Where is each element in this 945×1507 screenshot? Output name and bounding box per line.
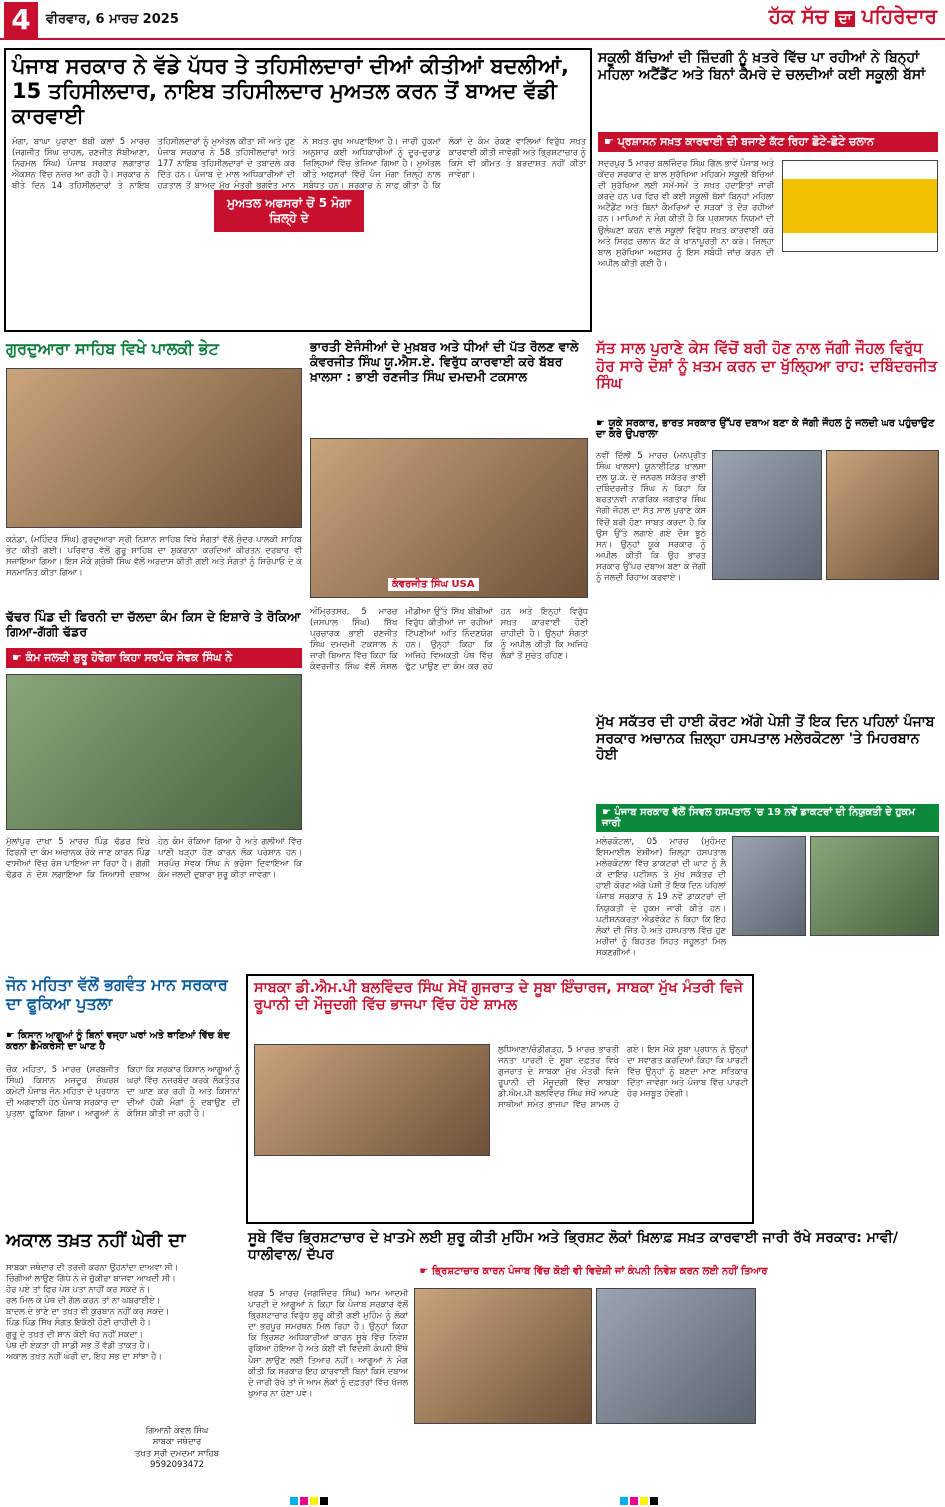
body-dhaddar: ਮੁੱਲਾਂਪੁਰ ਦਾਖਾ 5 ਮਾਰਚ ਪਿੰਡ ਢੱਡਰ ਵਿਖੇ ਫਿਰਨੀ ਦਾ ਕੰਮ ਅਚਾਨਕ ਰੋਕੇ ਜਾਣ ਕਾਰਨ ਪਿੰਡ ਵਾਸੀਆਂ ਵਿੱਚ ਰੋਸ ਪਾਇਆ ਜਾ ਰਿਹਾ ਹੈ। ਗੱਗੀ ਢੱਡਰ ਨੇ ਦੋਸ਼ ਲਗਾਇਆ ਕਿ ਸਿਆਸੀ ਦਬਾਅ ਹੇਠ ਕੰਮ ਰੋਕਿਆ ਗਿਆ ਹੈ ਅਤੇ ਗਲੀਆਂ ਵਿੱਚ ਪਾਣੀ ਖੜ੍ਹਾ ਹੋਣ ਕਾਰਨ ਲੋਕ ਪਰੇਸ਼ਾਨ ਹਨ। ਸਰਪੰਚ ਸੇਵਕ ਸਿੰਘ ਨੇ ਭਰੋਸਾ ਦਿਵਾਇਆ ਕਿ ਕੰਮ ਜਲਦੀ ਦੁਬਾਰਾ ਸ਼ੁਰੂ ਕੀਤਾ ਜਾਵੇਗਾ।	[6, 836, 302, 880]
subhead-dhaddar: ☛ ਕੰਮ ਜਲਦੀ ਸ਼ੁਰੂ ਹੋਵੇਗਾ ਕਿਹਾ ਸਰਪੰਚ ਸੇਵਕ ਸਿੰਘ ਨੇ	[6, 648, 302, 668]
article-akal-takht	[4, 1228, 242, 1492]
akal-takht-byline	[114, 1426, 240, 1472]
subhead-malerkotla: ☛ ਪੰਜਾਬ ਸਰਕਾਰ ਵੱਲੋਂ ਸਿਵਲ ਹਸਪਤਾਲ 'ਚ 19 ਨਵੇਂ ਡਾਕਟਰਾਂ ਦੀ ਨਿਯੁਕਤੀ ਦੇ ਹੁਕਮ ਜਾਰੀ	[596, 804, 939, 832]
article-tehsildar	[4, 48, 592, 332]
paper-name-left: ਹੱਕ ਸੱਚ	[768, 4, 829, 28]
subhead-corruption: ☛ ਭ੍ਰਿਸ਼ਟਾਚਾਰ ਕਾਰਨ ਪੰਜਾਬ ਵਿੱਚ ਕੋਈ ਵੀ ਵਿਦੇਸ਼ੀ ਜਾਂ ਕੰਪਨੀ ਨਿਵੇਸ਼ ਕਰਨ ਲਈ ਨਹੀਂ ਤਿਆਰ	[419, 1266, 768, 1277]
gurdwara-photo	[6, 368, 302, 528]
reg-mark-black-2	[650, 1497, 658, 1505]
reg-mark-yellow	[310, 1497, 318, 1505]
headline-kanwarjit: ਭਾਰਤੀ ਏਜੰਸੀਆਂ ਦੇ ਮੁਖ਼ਬਰ ਅਤੇ ਧੀਆਂ ਦੀ ਪੱਤ ਰੋਲਣ ਵਾਲੇ ਕੰਵਰਜੀਤ ਸਿੰਘ ਯੂ.ਐਸ.ਏ. ਵਿਰੁੱਧ ਕਾਰਵਾਈ ਕਰੇ ਬੱਬਰ ਖ਼ਾਲਸਾ : ਭਾਈ ਰਣਜੀਤ ਸਿੰਘ ਦਮਦਮੀ ਟਕਸਾਲ	[310, 339, 579, 384]
article-effigy	[4, 974, 242, 1224]
body-gurdwara: ਕਨੇਡਾ, (ਮਹਿੰਦਰ ਸਿੰਘ) ਗੁਰਦੁਆਰਾ ਸ੍ਰੀ ਨਿਸ਼ਾਨ ਸਾਹਿਬ ਵਿਖੇ ਸੰਗਤਾਂ ਵੱਲੋਂ ਸੁੰਦਰ ਪਾਲਕੀ ਸਾਹਿਬ ਭੇਟ ਕੀਤੀ ਗਈ। ਪਰਿਵਾਰ ਵੱਲੋਂ ਗੁਰੂ ਸਾਹਿਬ ਦਾ ਸ਼ੁਕਰਾਨਾ ਕਰਦਿਆਂ ਕੀਰਤਨ ਦਰਬਾਰ ਵੀ ਸਜਾਇਆ ਗਿਆ। ਇਸ ਮੌਕੇ ਗ੍ਰੰਥੀ ਸਿੰਘ ਵੱਲੋਂ ਅਰਦਾਸ ਕੀਤੀ ਗਈ ਅਤੇ ਸੰਗਤਾਂ ਨੂੰ ਸਿਰੋਪਾਓ ਦੇ ਕੇ ਸਨਮਾਨਿਤ ਕੀਤਾ ਗਿਆ।	[6, 534, 302, 578]
subhead-jaggi: ☛ ਯੂਕੇ ਸਰਕਾਰ, ਭਾਰਤ ਸਰਕਾਰ ਉੱਪਰ ਦਬਾਅ ਬਣਾ ਕੇ ਜੱਗੀ ਜੌਹਲ ਨੂੰ ਜਲਦੀ ਘਰ ਪਹੁੰਚਾਉਣ ਦਾ ਕਰੇ ਉਪਰਾਲਾ	[596, 418, 935, 440]
headline-gurdwara: ਗੁਰਦੁਆਰਾ ਸਾਹਿਬ ਵਿਖੇ ਪਾਲਕੀ ਭੇਟ	[6, 339, 219, 358]
article-dhaddar	[4, 608, 304, 970]
body-malerkotla-cont	[758, 974, 941, 1224]
dhaddar-photo	[6, 674, 302, 830]
byline-author: ਗਿਆਨੀ ਕੇਵਲ ਸਿੰਘ	[145, 1426, 209, 1436]
print-registration-marks	[0, 1495, 945, 1507]
body-school-bus: ਸਦਰਪੁਰ 5 ਮਾਰਚ ਬਲਜਿੰਦਰ ਸਿੰਘ ਗਿੱਲ ਭਾਵੇਂ ਪੰਜਾਬ ਅਤੇ ਕੇਂਦਰ ਸਰਕਾਰ ਦੇ ਬਾਲ ਸੁਰੱਖਿਆ ਮਹਿਕਮੇ ਸਕੂਲੀ ਬੱਚਿਆਂ ਦੀ ਸੁਰੱਖਿਆ ਲਈ ਸਮੇਂ-ਸਮੇਂ ਤੇ ਸਖ਼ਤ ਹਦਾਇਤਾਂ ਜਾਰੀ ਕਰਦੇ ਹਨ ਪਰ ਫਿਰ ਵੀ ਕਈ ਸਕੂਲੀ ਬੱਸਾਂ ਬਿਨ੍ਹਾਂ ਮਹਿਲਾ ਅਟੈਂਡੈਂਟ ਅਤੇ ਬਿਨਾਂ ਕੈਮਰਿਆਂ ਦੇ ਸੜਕਾਂ ਤੇ ਦੌੜ ਰਹੀਆਂ ਹਨ। ਮਾਪਿਆਂ ਨੇ ਮੰਗ ਕੀਤੀ ਹੈ ਕਿ ਪ੍ਰਸ਼ਾਸਨ ਨਿਯਮਾਂ ਦੀ ਉਲੰਘਣਾ ਕਰਨ ਵਾਲੇ ਸਕੂਲਾਂ ਵਿਰੁੱਧ ਸਖ਼ਤ ਕਾਰਵਾਈ ਕਰੇ ਅਤੇ ਸਿਰਫ਼ ਚਲਾਨ ਕੱਟ ਕੇ ਖਾਨਾਪੂਰਤੀ ਨਾ ਕਰੇ। ਜ਼ਿਲ੍ਹਾ ਬਾਲ ਸੁਰੱਖਿਆ ਅਫ਼ਸਰ ਨੂੰ ਇਸ ਸਬੰਧੀ ਜਾਂਚ ਕਰਨ ਦੀ ਅਪੀਲ ਕੀਤੀ ਗਈ ਹੈ।	[598, 158, 774, 268]
body-jaggi: ਨਵੀਂ ਦਿੱਲੀ 5 ਮਾਰਚ (ਮਨਪ੍ਰੀਤ ਸਿੰਘ ਖਾਲਸਾ) ਯੂਨਾਈਟਿਡ ਖ਼ਾਲਸਾ ਦਲ ਯੂ.ਕੇ. ਦੇ ਜਨਰਲ ਸਕੱਤਰ ਭਾਈ ਦਬਿੰਦਰਜੀਤ ਸਿੰਘ ਨੇ ਕਿਹਾ ਕਿ ਬਰਤਾਨਵੀ ਨਾਗਰਿਕ ਜਗਤਾਰ ਸਿੰਘ ਜੱਗੀ ਜੌਹਲ ਦਾ ਸੱਤ ਸਾਲ ਪੁਰਾਣੇ ਕੇਸ ਵਿੱਚੋਂ ਬਰੀ ਹੋਣਾ ਸਾਬਤ ਕਰਦਾ ਹੈ ਕਿ ਉਸ ਉੱਤੇ ਲਗਾਏ ਗਏ ਦੋਸ਼ ਝੂਠੇ ਸਨ। ਉਨ੍ਹਾਂ ਯੂਕੇ ਸਰਕਾਰ ਨੂੰ ਅਪੀਲ ਕੀਤੀ ਕਿ ਉਹ ਭਾਰਤ ਸਰਕਾਰ ਉੱਪਰ ਦਬਾਅ ਬਣਾ ਕੇ ਜੱਗੀ ਨੂੰ ਜਲਦੀ ਰਿਹਾਅ ਕਰਵਾਏ।	[596, 450, 706, 583]
byline-phone: 9592093472	[149, 1460, 205, 1471]
body-kanwarjit: ਅੰਮ੍ਰਿਤਸਰ, 5 ਮਾਰਚ (ਜਸਪਾਲ ਸਿੰਘ) ਸਿੱਖ ਪ੍ਰਚਾਰਕ ਭਾਈ ਰਣਜੀਤ ਸਿੰਘ ਦਮਦਮੀ ਟਕਸਾਲ ਨੇ ਜਾਰੀ ਬਿਆਨ ਵਿੱਚ ਕਿਹਾ ਕਿ ਕੰਵਰਜੀਤ ਸਿੰਘ ਵੱਲੋਂ ਸੋਸ਼ਲ ਮੀਡੀਆ ਉੱਤੇ ਸਿੱਖ ਬੀਬੀਆਂ ਵਿਰੁੱਧ ਕੀਤੀਆਂ ਜਾ ਰਹੀਆਂ ਟਿੱਪਣੀਆਂ ਅਤਿ ਨਿੰਦਣਯੋਗ ਹਨ। ਉਨ੍ਹਾਂ ਕਿਹਾ ਕਿ ਅਜਿਹੇ ਵਿਅਕਤੀ ਪੰਥ ਵਿੱਚ ਫੁੱਟ ਪਾਉਣ ਦਾ ਕੰਮ ਕਰ ਰਹੇ ਹਨ ਅਤੇ ਇਨ੍ਹਾਂ ਵਿਰੁੱਧ ਸਖ਼ਤ ਕਾਰਵਾਈ ਹੋਣੀ ਚਾਹੀਦੀ ਹੈ। ਉਨ੍ਹਾਂ ਸੰਗਤਾਂ ਨੂੰ ਅਪੀਲ ਕੀਤੀ ਕਿ ਅਜਿਹੇ ਲੋਕਾਂ ਤੋਂ ਸੁਚੇਤ ਰਹਿਣ।	[310, 606, 588, 672]
masthead	[0, 0, 945, 40]
subhead-school-bus: ☛ ਪ੍ਰਸ਼ਾਸਨ ਸਖ਼ਤ ਕਾਰਵਾਈ ਦੀ ਬਜਾਏ ਕੱਟ ਰਿਹਾ ਛੋਟੇ-ਛੋਟੇ ਚਲਾਨ	[598, 132, 938, 152]
body-bjp-cont	[254, 1162, 490, 1220]
reg-mark-black	[320, 1497, 328, 1505]
headline-bjp: ਸਾਬਕਾ ਡੀ.ਐਮ.ਪੀ ਬਲਵਿੰਦਰ ਸਿੰਘ ਸੇਖੋਂ ਗੁਜਰਾਤ ਦੇ ਸੂਬਾ ਇੰਚਾਰਜ, ਸਾਬਕਾ ਮੁੱਖ ਮੰਤਰੀ ਵਿਜੇ ਰੂਪਾਨੀ ਦੀ ਮੌਜੂਦਗੀ ਵਿੱਚ ਭਾਜਪਾ ਵਿੱਚ ਹੋਏ ਸ਼ਾਮਲ	[254, 980, 744, 1014]
issue-date: ਵੀਰਵਾਰ, 6 ਮਾਰਚ 2025	[46, 12, 179, 27]
jaggi-photo-right	[826, 450, 939, 580]
article-malerkotla	[594, 712, 941, 970]
reg-mark-cyan	[290, 1497, 298, 1505]
bjp-photo	[254, 1044, 490, 1156]
body-jaggi-cont	[712, 586, 939, 704]
body-malerkotla: ਮਲੇਰਕੋਟਲਾ, 05 ਮਾਰਚ (ਮੁਹੰਮਦ ਇਸਮਾਈਲ ਏਸ਼ੀਆ) ਜ਼ਿਲ੍ਹਾ ਹਸਪਤਾਲ ਮਲੇਰਕੋਟਲਾ ਵਿੱਚ ਡਾਕਟਰਾਂ ਦੀ ਘਾਟ ਨੂੰ ਲੈ ਕੇ ਦਾਇਰ ਪਟੀਸ਼ਨ ਤੇ ਮੁੱਖ ਸਕੱਤਰ ਦੀ ਹਾਈ ਕੋਰਟ ਅੱਗੇ ਪੇਸ਼ੀ ਤੋਂ ਇਕ ਦਿਨ ਪਹਿਲਾਂ ਪੰਜਾਬ ਸਰਕਾਰ ਨੇ 19 ਨਵੇਂ ਡਾਕਟਰਾਂ ਦੀ ਨਿਯੁਕਤੀ ਦੇ ਹੁਕਮ ਜਾਰੀ ਕੀਤੇ ਹਨ। ਪਟੀਸ਼ਨਕਰਤਾ ਐਡਵੋਕੇਟ ਨੇ ਕਿਹਾ ਕਿ ਇਹ ਲੋਕਾਂ ਦੀ ਜਿੱਤ ਹੈ ਅਤੇ ਹਸਪਤਾਲ ਵਿੱਚ ਹੁਣ ਮਰੀਜ਼ਾਂ ਨੂੰ ਬਿਹਤਰ ਸਿਹਤ ਸਹੂਲਤਾਂ ਮਿਲ ਸਕਣਗੀਆਂ।	[596, 836, 726, 957]
paper-name-mid: ਦਾ	[835, 11, 854, 27]
jaggi-photo-left	[712, 450, 822, 580]
headline-tehsildar: ਪੰਜਾਬ ਸਰਕਾਰ ਨੇ ਵੱਡੇ ਪੱਧਰ ਤੇ ਤਹਿਸੀਲਦਾਰਾਂ ਦੀਆਂ ਕੀਤੀਆਂ ਬਦਲੀਆਂ, 15 ਤਹਿਸੀਲਦਾਰ, ਨਾਇਬ ਤਹਿਸੀਲਦਾਰ ਮੁਅਤਲ ਕਰਨ ਤੋਂ ਬਾਅਦ ਵੱਡੀ ਕਾਰਵਾਈ	[12, 54, 570, 128]
body-corruption-cont	[762, 1288, 939, 1488]
body-school-bus-cont	[782, 258, 938, 328]
headline-effigy: ਜੋਨ ਮਹਿਤਾ ਵੱਲੋਂ ਭਗਵੰਤ ਮਾਨ ਸਰਕਾਰ ਦਾ ਫੂਕਿਆ ਪੁਤਲਾ	[6, 975, 228, 1013]
body-corruption: ਖਰੜ 5 ਮਾਰਚ (ਜਗਜਿੰਦਰ ਸਿੰਘ) ਆਮ ਆਦਮੀ ਪਾਰਟੀ ਦੇ ਆਗੂਆਂ ਨੇ ਕਿਹਾ ਕਿ ਪੰਜਾਬ ਸਰਕਾਰ ਵੱਲੋਂ ਭ੍ਰਿਸ਼ਟਾਚਾਰ ਵਿਰੁੱਧ ਸ਼ੁਰੂ ਕੀਤੀ ਗਈ ਮੁਹਿੰਮ ਨੂੰ ਲੋਕਾਂ ਦਾ ਭਰਪੂਰ ਸਮਰਥਨ ਮਿਲ ਰਿਹਾ ਹੈ। ਉਨ੍ਹਾਂ ਕਿਹਾ ਕਿ ਭ੍ਰਿਸ਼ਟ ਅਧਿਕਾਰੀਆਂ ਕਾਰਨ ਸੂਬੇ ਵਿੱਚ ਨਿਵੇਸ਼ ਰੁਕਿਆ ਹੋਇਆ ਹੈ ਅਤੇ ਕੋਈ ਵੀ ਵਿਦੇਸ਼ੀ ਕੰਪਨੀ ਇੱਥੇ ਪੈਸਾ ਲਾਉਣ ਲਈ ਤਿਆਰ ਨਹੀਂ। ਆਗੂਆਂ ਨੇ ਮੰਗ ਕੀਤੀ ਕਿ ਸਰਕਾਰ ਇਹ ਕਾਰਵਾਈ ਬਿਨਾਂ ਕਿਸੇ ਦਬਾਅ ਦੇ ਜਾਰੀ ਰੱਖੇ ਤਾਂ ਜੋ ਆਮ ਲੋਕਾਂ ਨੂੰ ਦਫ਼ਤਰਾਂ ਵਿੱਚ ਖੱਜਲ ਖੁਆਰ ਨਾ ਹੋਣਾ ਪਵੇ।	[248, 1288, 408, 1398]
article-school-bus	[596, 48, 941, 332]
reg-mark-magenta-2	[630, 1497, 638, 1505]
paper-name-right: ਪਹਿਰੇਦਾਰ	[861, 4, 937, 28]
article-bjp	[246, 974, 754, 1224]
inset-suspended-moga: ਮੁਅਤਲ ਅਫਸਰਾਂ ਚੋਂ 5 ਮੋਗਾ ਜ਼ਿਲ੍ਹੇ ਦੇ	[214, 190, 364, 232]
headline-dhaddar: ਢੱਢਰ ਪਿੰਡ ਦੀ ਫਿਰਨੀ ਦਾ ਚੱਲਦਾ ਕੰਮ ਕਿਸ ਦੇ ਇਸ਼ਾਰੇ ਤੇ ਰੋਕਿਆ ਗਿਆ-ਗੱਗੀ ਢੱਡਰ	[6, 609, 301, 639]
article-kanwarjit	[308, 338, 590, 970]
byline-place: ਤਖ਼ਤ ਸ੍ਰੀ ਦਮਦਮਾ ਸਾਹਿਬ	[134, 1448, 220, 1459]
page-number: 4	[4, 2, 38, 38]
poem-akal-takht: ਸਾਬਕਾ ਜਥੇਦਾਰ ਦੀ ਤਰਜ਼ੀ ਕਰਨਾ ਉਹਨਾਂਦਾ ਦਾਅਵਾ ਸੀ। ਚਿੰਗੀਆਂ ਲਾਉਣ ਗਿੱਧੇ ਨੇ ਜੇ ਚੁੱਕੀਰਾ ਬਾਜਵਾ ਆਖਦੀ ਸੀ। ਹੋਰ ਪਏ ਤਾਂ ਫਿਰ ਪੇਸ਼ ਪਤਾ ਨਾਹੀਂ ਕਰ ਸਕਦੇ ਨੇ। ਰਲ ਮਿਲ ਕੇ ਪੰਥ ਦੀ ਗੱਲ ਕਰਨ ਤਾਂ ਨਾ ਘਬਰਾਈਏ। ਬਾਦਲ ਦੇ ਭਾਣੇ ਦਾ ਤਖ਼ਤ ਵੀ ਕੁਰਬਾਨ ਨਹੀਂ ਕਰ ਸਕਦੇ। ਪਿੰਡ ਪਿੰਡ ਸਿੱਖ ਸੰਗਤ ਇਕੱਠੀ ਹੋਣੀ ਚਾਹੀਦੀ ਹੈ। ਗੁਰੂ ਦੇ ਤਖ਼ਤ ਦੀ ਸ਼ਾਨ ਕੋਈ ਖੋਹ ਨਹੀਂ ਸਕਦਾ। ਪੰਥ ਦੀ ਏਕਤਾ ਹੀ ਸਾਡੀ ਸਭ ਤੋਂ ਵੱਡੀ ਤਾਕਤ ਹੈ। ਅਕਾਲ ਤਖ਼ਤ ਨਹੀਂ ਘੇਰੀ ਦਾ, ਇਹ ਸਭ ਦਾ ਸਾਂਝਾ ਹੈ।	[6, 1262, 179, 1361]
headline-akal-takht: ਅਕਾਲ ਤਖ਼ਤ ਨਹੀਂ ਘੇਰੀ ਦਾ	[6, 1230, 186, 1251]
headline-jaggi: ਸੱਤ ਸਾਲ ਪੁਰਾਣੇ ਕੇਸ ਵਿੱਚੋਂ ਬਰੀ ਹੋਣ ਨਾਲ ਜੱਗੀ ਜੌਹਲ ਵਿਰੁੱਧ ਹੋਰ ਸਾਰੇ ਦੋਸ਼ਾਂ ਨੂੰ ਖ਼ਤਮ ਕਰਨ ਦਾ ਖੁੱਲ੍ਹਿਆ ਰਾਹ: ਦਬਿੰਦਰਜੀਤ ਸਿੰਘ	[596, 339, 938, 393]
article-gurdwara	[4, 338, 304, 604]
malerkotla-photo-person	[732, 836, 806, 936]
headline-corruption: ਸੂਬੇ ਵਿੱਚ ਭ੍ਰਿਸ਼ਟਾਚਾਰ ਦੇ ਖ਼ਾਤਮੇ ਲਈ ਸ਼ੁਰੂ ਕੀਤੀ ਮੁਹਿੰਮ ਅਤੇ ਭ੍ਰਿਸ਼ਟ ਲੋਕਾਂ ਖ਼ਿਲਾਫ਼ ਸਖ਼ਤ ਕਾਰਵਾਈ ਜਾਰੀ ਰੱਖੇ ਸਰਕਾਰ: ਮਾਵੀ/ ਧਾਲੀਵਾਲ/ ਦੱਪਰ	[248, 1230, 898, 1263]
article-corruption	[246, 1228, 941, 1492]
corruption-photo-meeting	[596, 1288, 756, 1424]
body-tehsildar: ਮੋਗਾ, ਬਾਘਾ ਪੁਰਾਣਾ ਬੱਬੀ ਕਲਾਂ 5 ਮਾਰਚ (ਜਗਜੀਤ ਸਿੰਘ ਚਾਹਲ, ਰਣਜੀਤ ਸੱਬੀਆਣਾ, ਨਿਰਮਲ ਸਿੰਘ) ਪੰਜਾਬ ਸਰਕਾਰ ਲਗਾਤਾਰ ਐਕਸ਼ਨ ਵਿੱਚ ਨਜ਼ਰ ਆ ਰਹੀ ਹੈ। ਸਰਕਾਰ ਨੇ ਬੀਤੇ ਦਿਨ 14 ਤਹਿਸੀਲਦਾਰਾਂ ਤੇ ਨਾਇਬ ਤਹਿਸੀਲਦਾਰਾਂ ਨੂੰ ਮੁਅੱਤਲ ਕੀਤਾ ਸੀ ਅਤੇ ਹੁਣ ਪੰਜਾਬ ਸਰਕਾਰ ਨੇ 58 ਤਹਿਸੀਲਦਾਰਾਂ ਅਤੇ 177 ਨਾਇਬ ਤਹਿਸੀਲਦਾਰਾਂ ਦੇ ਤਬਾਦਲੇ ਕਰ ਦਿੱਤੇ ਹਨ। ਪੰਜਾਬ ਦੇ ਮਾਲ ਅਧਿਕਾਰੀਆਂ ਦੀ ਹੜਤਾਲ ਤੋਂ ਬਾਅਦ ਮੁੱਖ ਮੰਤਰੀ ਭਗਵੰਤ ਮਾਨ ਨੇ ਸਖ਼ਤ ਰੁਖ ਅਪਣਾਇਆ ਹੈ। ਜਾਰੀ ਹੁਕਮਾਂ ਅਨੁਸਾਰ ਕਈ ਅਧਿਕਾਰੀਆਂ ਨੂੰ ਦੂਰ-ਦੁਰਾਡੇ ਜ਼ਿਲ੍ਹਿਆਂ ਵਿੱਚ ਭੇਜਿਆ ਗਿਆ ਹੈ। ਮੁਅੱਤਲ ਕੀਤੇ ਅਫਸਰਾਂ ਵਿੱਚੋਂ ਪੰਜ ਮੋਗਾ ਜ਼ਿਲ੍ਹੇ ਨਾਲ ਸਬੰਧਤ ਹਨ। ਸਰਕਾਰ ਨੇ ਸਾਫ਼ ਕੀਤਾ ਹੈ ਕਿ ਲੋਕਾਂ ਦੇ ਕੰਮ ਰੋਕਣ ਵਾਲਿਆਂ ਵਿਰੁੱਧ ਸਖ਼ਤ ਕਾਰਵਾਈ ਕੀਤੀ ਜਾਵੇਗੀ ਅਤੇ ਭ੍ਰਿਸ਼ਟਾਚਾਰ ਨੂੰ ਕਿਸੇ ਵੀ ਕੀਮਤ ਤੇ ਬਰਦਾਸ਼ਤ ਨਹੀਂ ਕੀਤਾ ਜਾਵੇਗਾ।	[12, 136, 586, 191]
body-effigy: ਚੌਕ ਮਹਿਤਾ, 5 ਮਾਰਚ (ਸਰਬਜੀਤ ਸਿੰਘ) ਕਿਸਾਨ ਮਜ਼ਦੂਰ ਸੰਘਰਸ਼ ਕਮੇਟੀ ਪੰਜਾਬ ਜੋਨ ਮਹਿਤਾ ਦੇ ਪ੍ਰਧਾਨ ਦੀ ਅਗਵਾਈ ਹੇਠ ਪੰਜਾਬ ਸਰਕਾਰ ਦਾ ਪੁਤਲਾ ਫੂਕਿਆ ਗਿਆ। ਆਗੂਆਂ ਨੇ ਕਿਹਾ ਕਿ ਸਰਕਾਰ ਕਿਸਾਨ ਆਗੂਆਂ ਨੂੰ ਘਰਾਂ ਵਿੱਚ ਨਜ਼ਰਬੰਦ ਕਰਕੇ ਲੋਕਤੰਤਰ ਦਾ ਘਾਣ ਕਰ ਰਹੀ ਹੈ ਅਤੇ ਕਿਸਾਨਾਂ ਦੀਆਂ ਹੱਕੀ ਮੰਗਾਂ ਨੂੰ ਦਬਾਉਣ ਦੀ ਕੋਸ਼ਿਸ਼ ਕੀਤੀ ਜਾ ਰਹੀ ਹੈ।	[6, 1064, 240, 1119]
kanwarjit-photo-caption: ਕੰਵਰਜੀਤ ਸਿੰਘ USA	[388, 578, 479, 591]
malerkotla-photo-hospital	[810, 836, 939, 936]
reg-mark-yellow-2	[640, 1497, 648, 1505]
subhead-effigy: ☛ ਕਿਸਾਨ ਆਗੂਆਂ ਨੂੰ ਬਿਨਾਂ ਵਜ੍ਹਾ ਘਰਾਂ ਅਤੇ ਥਾਣਿਆਂ ਵਿੱਚ ਬੰਦ ਕਰਨਾ ਡੈਮੋਕਰੇਸੀ ਦਾ ਘਾਣ ਹੈ	[6, 1030, 230, 1052]
school-bus-photo	[782, 160, 938, 252]
article-malerkotla-continued	[758, 974, 941, 1224]
reg-mark-magenta	[300, 1497, 308, 1505]
reg-mark-cyan-2	[620, 1497, 628, 1505]
article-jaggi	[594, 338, 941, 708]
byline-title: ਸਾਬਕਾ ਜਥੇਦਾਰ	[152, 1437, 202, 1448]
kanwarjit-photo	[310, 438, 588, 598]
paper-name-logo	[769, 4, 937, 28]
corruption-photo-group	[414, 1288, 592, 1424]
headline-school-bus: ਸਕੂਲੀ ਬੱਚਿਆਂ ਦੀ ਜ਼ਿੰਦਗੀ ਨੂੰ ਖ਼ਤਰੇ ਵਿੱਚ ਪਾ ਰਹੀਆਂ ਨੇ ਬਿਨ੍ਹਾਂ ਮਹਿਲਾ ਅਟੈਂਡੈਂਟ ਅਤੇ ਬਿਨਾਂ ਕੈਮਰੇ ਦੇ ਚਲਦੀਆਂ ਕਈ ਸਕੂਲੀ ਬੱਸਾਂ	[598, 50, 926, 83]
body-bjp: ਲੁਧਿਆਣਾ/ਚੰਡੀਗੜ੍ਹ, 5 ਮਾਰਚ ਭਾਰਤੀ ਜਨਤਾ ਪਾਰਟੀ ਦੇ ਸੂਬਾ ਦਫ਼ਤਰ ਵਿਖੇ ਗੁਜਰਾਤ ਦੇ ਸਾਬਕਾ ਮੁੱਖ ਮੰਤਰੀ ਵਿਜੇ ਰੂਪਾਨੀ ਦੀ ਮੌਜੂਦਗੀ ਵਿੱਚ ਸਾਬਕਾ ਡੀ.ਐਮ.ਪੀ ਬਲਵਿੰਦਰ ਸਿੰਘ ਸੇਖੋਂ ਆਪਣੇ ਸਾਥੀਆਂ ਸਮੇਤ ਭਾਜਪਾ ਵਿੱਚ ਸ਼ਾਮਲ ਹੋ ਗਏ। ਇਸ ਮੌਕੇ ਸੂਬਾ ਪ੍ਰਧਾਨ ਨੇ ਉਨ੍ਹਾਂ ਦਾ ਸਵਾਗਤ ਕਰਦਿਆਂ ਕਿਹਾ ਕਿ ਪਾਰਟੀ ਵਿੱਚ ਉਨ੍ਹਾਂ ਨੂੰ ਬਣਦਾ ਮਾਣ ਸਤਿਕਾਰ ਦਿੱਤਾ ਜਾਵੇਗਾ ਅਤੇ ਪੰਜਾਬ ਵਿੱਚ ਪਾਰਟੀ ਹੋਰ ਮਜ਼ਬੂਤ ਹੋਵੇਗੀ।	[498, 1044, 748, 1110]
headline-malerkotla: ਮੁੱਖ ਸਕੱਤਰ ਦੀ ਹਾਈ ਕੋਰਟ ਅੱਗੇ ਪੇਸ਼ੀ ਤੋਂ ਇਕ ਦਿਨ ਪਹਿਲਾਂ ਪੰਜਾਬ ਸਰਕਾਰ ਅਚਾਨਕ ਜ਼ਿਲ੍ਹਾ ਹਸਪਤਾਲ ਮਲੇਰਕੋਟਲਾ 'ਤੇ ਮਿਹਰਬਾਨ ਹੋਈ	[596, 714, 935, 764]
